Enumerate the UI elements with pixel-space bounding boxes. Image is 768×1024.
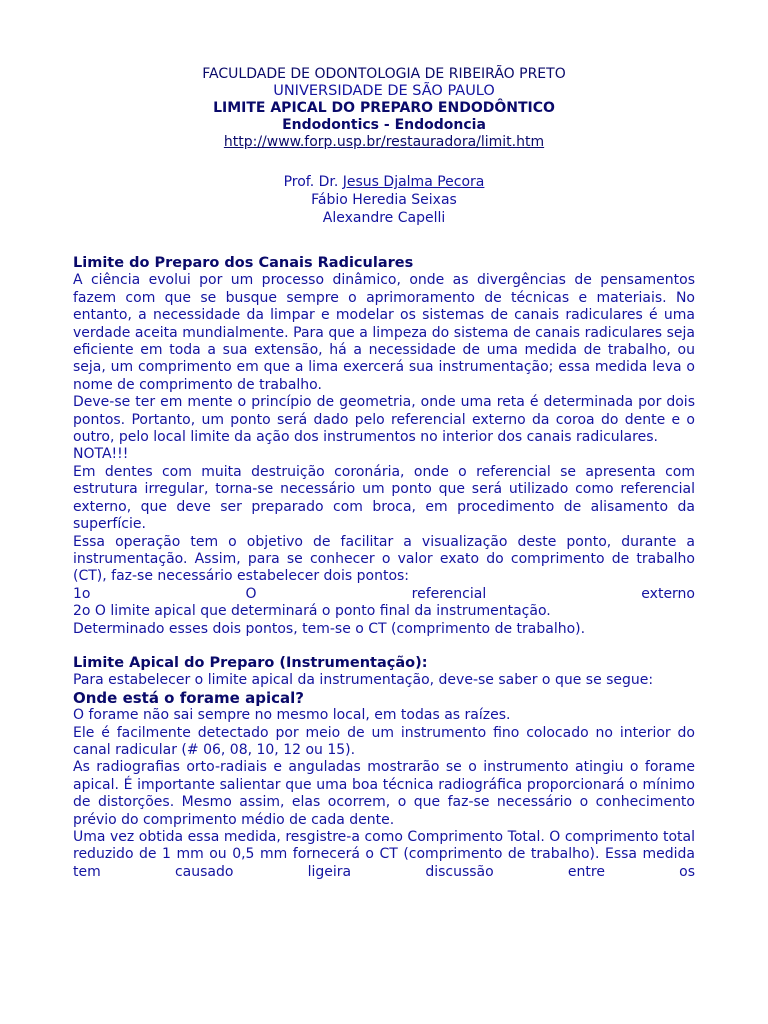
section1-paragraph-3: Em dentes com muita destruição coronária, onde o referencial se apresenta com estrutura irregular, torna-se necessário um ponto que será utilizado como referencial externo, que deve ser preparado com broca, em procedimento de alisamento da superfície. — [73, 463, 695, 533]
section2-heading: Limite Apical do Preparo (Instrumentação): — [73, 654, 428, 671]
section2-paragraph-3: Ele é facilmente detectado por meio de um instrumento fino colocado no interior do canal radicular (# 06, 08, 10, 12 ou 15). — [73, 724, 695, 758]
institution-name: FACULDADE DE ODONTOLOGIA DE RIBEIRÃO PRETO — [202, 66, 566, 82]
source-url-link[interactable]: http://www.forp.usp.br/restauradora/limit.htm — [223, 134, 545, 150]
section2-paragraph-4: As radiografias orto-radiais e anguladas mostrarão se o instrumento atingiu o forame apical. É importante salientar que uma boa técnica radiográfica proporcionará o mínimo de distorções. Mesmo assim, elas ocorrem, o que faz-se necessário o conhecimento prévio do comprimento médio de cada dente. — [73, 759, 695, 828]
document-header — [73, 66, 695, 151]
section1-paragraph-4: Essa operação tem o objetivo de facilitar a visualização deste ponto, durante a instrumentação. Assim, para se conhecer o valor exato do comprimento de trabalho (CT), faz-se necessário estabelecer dois pontos: — [73, 533, 695, 585]
section1-paragraph-1: A ciência evolui por um processo dinâmico, onde as divergências de pensamentos fazem com que se busque sempre o aprimoramento de técnicas e materiais. No entanto, a necessidade da limpar e modelar os sistemas de canais radiculares é uma verdade aceita mundialmente. Para que a limpeza do sistema de canais radiculares seja eficiente em toda a sua extensão, há a necessidade de uma medida de trabalho, ou seja, um comprimento em que a lima exercerá sua instrumentação; essa medida leva o nome de comprimento de trabalho. — [73, 272, 695, 393]
section1-paragraph-2: Deve-se ter em mente o princípio de geometria, onde uma reta é determinada por dois pontos. Portanto, um ponto será dado pelo referencial externo da coroa do dente e o outro, pelo local limite da ação dos instrumentos no interior dos canais radiculares. — [73, 394, 695, 446]
university-name: UNIVERSIDADE DE SÃO PAULO — [273, 83, 495, 99]
author-prefix: Prof. Dr. — [283, 174, 343, 190]
document-body — [73, 255, 695, 881]
section1-heading: Limite do Preparo dos Canais Radiculares — [73, 255, 414, 271]
section1-note: NOTA!!! — [73, 446, 129, 463]
section1-list-item-2: 2o O limite apical que determinará o ponto final da instrumentação. — [73, 603, 551, 620]
section-spacer — [73, 638, 695, 655]
author-second: Fábio Heredia Seixas — [311, 192, 457, 208]
section2-paragraph-2: O forame não sai sempre no mesmo local, em todas as raízes. — [73, 707, 511, 724]
section1-paragraph-5: Determinado esses dois pontos, tem-se o CT (comprimento de trabalho). — [73, 620, 586, 637]
document-title: LIMITE APICAL DO PREPARO ENDODÔNTICO — [213, 100, 555, 116]
section2-paragraph-5: Uma vez obtida essa medida, resgistre-a como Comprimento Total. O comprimento total reduzido de 1 mm ou 0,5 mm fornecerá o CT (comprimento de trabalho). Essa medida tem causado ligeira discussão entre os — [73, 829, 695, 880]
document-subtitle: Endodontics - Endodoncia — [282, 117, 486, 133]
section1-list-item-1: 1o O referencial externo — [73, 585, 695, 602]
author-main-link[interactable]: Jesus Djalma Pecora — [342, 174, 485, 190]
author-main-line — [73, 173, 695, 191]
author-third: Alexandre Capelli — [322, 210, 446, 226]
authors-block — [73, 173, 695, 227]
section2-subheading: Onde está o forame apical? — [73, 688, 304, 707]
section2-paragraph-1: Para estabelecer o limite apical da instrumentação, deve-se saber o que se segue: — [73, 672, 654, 689]
